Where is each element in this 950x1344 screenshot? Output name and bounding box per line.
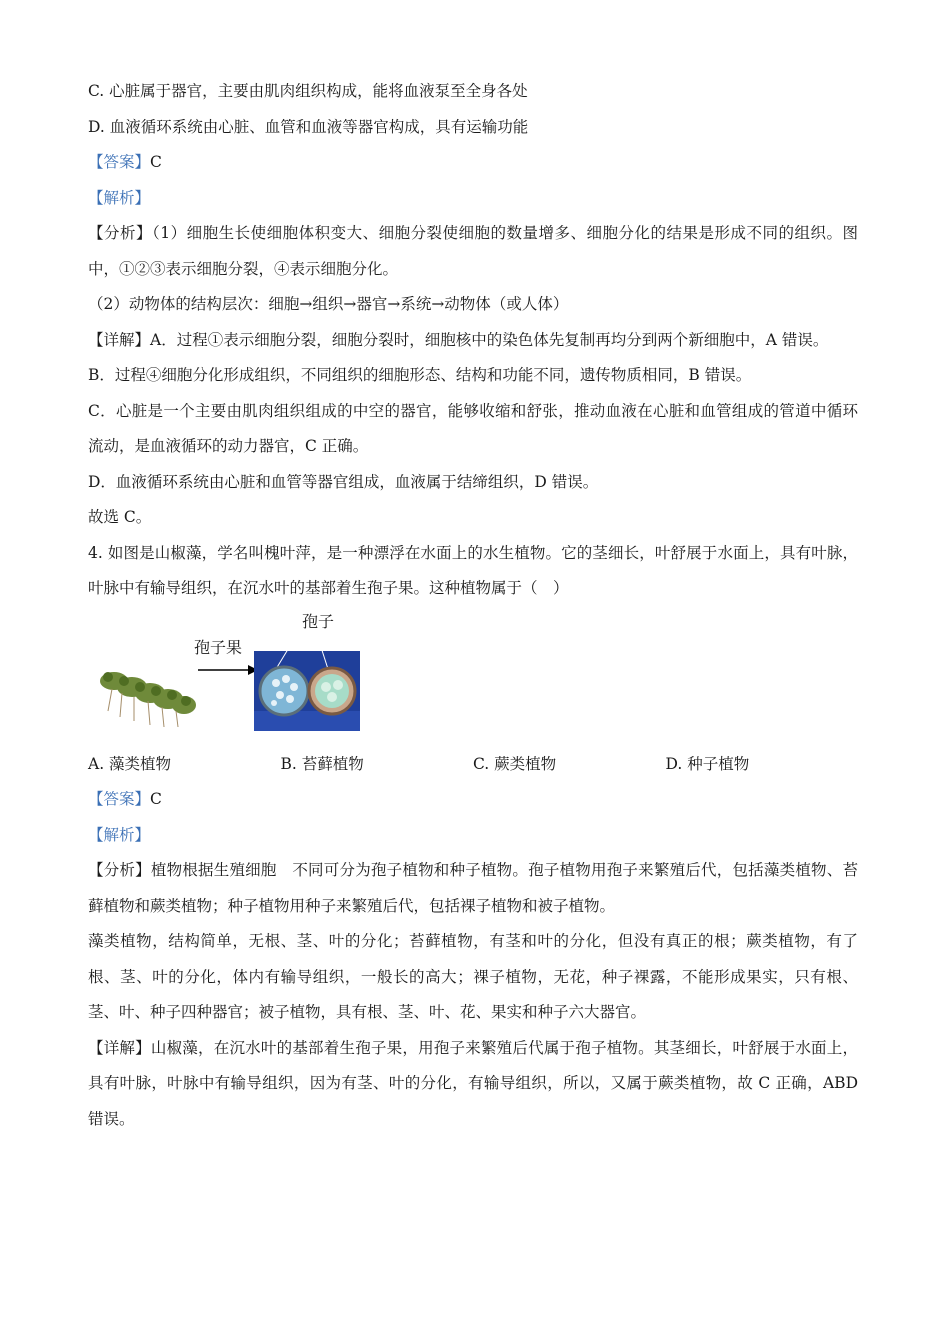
answer-value: C [150,790,162,808]
detail-a-text: A．过程①表示细胞分裂，细胞分裂时，细胞核中的染色体先复制再均分到两个新细胞中，A 错误。 [150,330,829,349]
q4-analysis-p2: 藻类植物，结构简单，无根、茎、叶的分化；苔藓植物，有茎和叶的分化，但没有真正的根；蕨类植物，有了根、茎、叶的分化，体内有输导组织，一般长的高大；裸子植物，无花，种子裸露，不能形成果实，只有根、茎、叶、种子四种器官；被子植物，具有根、茎、叶、花、果实和种子六大器官。 [88,932,858,1021]
answer-line-q4 [88,782,858,818]
option-c-line: C. 心脏属于器官，主要由肌肉组织构成，能将血液泵至全身各处 [88,82,528,100]
option-d-line: D. 血液循环系统由心脏、血管和血液等器官构成，具有运输功能 [88,117,529,136]
q4-options [88,747,858,783]
salvinia-plant-image [94,651,196,729]
arrow-icon [198,663,258,677]
q3-analysis-p2: （2）动物体的结构层次：细胞→组织→器官→系统→动物体（或人体） [88,295,569,313]
q4-stem: 4. 如图是山椒藻，学名叫槐叶萍，是一种漂浮在水面上的水生植物。它的茎细长，叶舒展于水面上，具有叶脉，叶脉中有输导组织，在沉水叶的基部着生孢子果。这种植物属于（ ） [88,543,858,597]
analysis-text: 植物根据生殖细胞 不同可分为孢子植物和种子植物。孢子植物用孢子来繁殖后代，包括藻类植物、苔藓植物和蕨类植物；种子植物用种子来繁殖后代，包括裸子植物和被子植物。 [88,861,858,915]
q4-detail [88,1031,858,1138]
sporocarp-photo [254,651,360,731]
detail-label: 【详解】 [88,1038,151,1057]
detail-label: 【详解】 [88,330,151,349]
answer-value: C [150,153,162,171]
analysis-label: 【分析】 [88,224,152,242]
detail-text: 山椒藻，在沉水叶的基部着生孢子果，用孢子来繁殖后代属于孢子植物。其茎细长，叶舒展于水面上，具有叶脉，叶脉中有输导组织，因为有茎、叶的分化，有输导组织，所以，又属于蕨类植物，故 C 正确，ABD 错误。 [88,1038,858,1128]
salvinia-figure [88,611,858,739]
analysis-tag-q3: 【解析】 [88,188,151,207]
option-a: A. 藻类植物 [88,754,172,773]
q4-analysis-p1 [88,853,858,924]
spore-label: 孢子 [302,611,335,631]
q3-analysis-p1 [88,216,858,287]
answer-tag: 【答案】 [88,790,151,808]
q3-detail-b: B．过程④细胞分化形成组织，不同组织的细胞形态、结构和功能不同，遗传物质相同，B 错误。 [88,366,752,384]
analysis-tag-q4: 【解析】 [88,825,151,844]
sporocarp-label: 孢子果 [194,637,243,657]
analysis-text: （1）细胞生长使细胞体积变大、细胞分裂使细胞的数量增多、细胞分化的结果是形成不同的组织。图中，①②③表示细胞分裂，④表示细胞分化。 [88,224,858,278]
option-b: B. 苔藓植物 [280,754,364,773]
q3-detail-c: C．心脏是一个主要由肌肉组织组成的中空的器官，能够收缩和舒张，推动血液在心脏和血管组成的管道中循环流动，是血液循环的动力器官，C 正确。 [88,401,858,455]
answer-tag: 【答案】 [88,153,151,171]
q3-conclusion: 故选 C。 [88,508,152,526]
option-d: D. 种子植物 [665,754,750,773]
q3-detail-a [88,323,858,359]
q3-detail-d: D．血液循环系统由心脏和血管等器官组成，血液属于结缔组织，D 错误。 [88,472,599,491]
document-page [88,74,858,1137]
option-c: C. 蕨类植物 [473,754,557,773]
answer-line-q3 [88,145,858,181]
analysis-label: 【分析】 [88,861,151,879]
